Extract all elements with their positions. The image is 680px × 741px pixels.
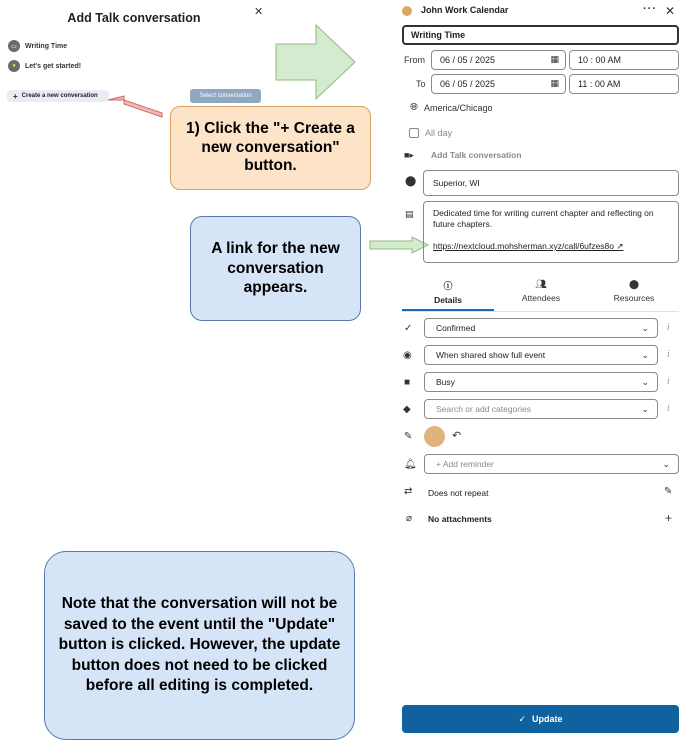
conversation-label: Let's get started! [25,62,82,70]
conversation-label: Writing Time [25,42,68,50]
tab-resources[interactable] [588,279,680,303]
from-label: From [404,55,425,65]
eye-icon: ◉ [403,350,412,361]
description-text: Dedicated time for writing current chapter and reflecting on future chapters. [433,208,654,230]
event-color-picker[interactable] [424,426,445,447]
chevron-down-icon: ⌄ [641,349,649,360]
pointer-arrow-to-link [370,237,428,253]
video-icon: ■▸ [404,150,414,160]
undo-icon[interactable]: ↶ [452,430,462,442]
tab-label: Resources [613,293,655,303]
close-icon[interactable]: ✕ [254,6,264,18]
to-label: To [416,79,426,89]
chevron-down-icon: ⌄ [641,376,649,387]
plus-icon: + [13,91,18,101]
bell-icon: 🔔︎ [404,459,417,470]
chat-icon: ▭ [8,40,20,52]
callout-link-appears: A link for the new conversation appears. [190,216,361,321]
talk-link[interactable]: https://nextcloud.mohsherman.xyz/call/6ufzes8o ↗ [433,240,624,251]
tag-icon: ◆ [403,404,411,415]
add-attachment-icon[interactable]: + [665,511,673,525]
status-value: Confirmed [436,323,476,333]
calendar-icon[interactable]: ▦ [550,54,559,64]
tab-label: Attendees [521,293,561,303]
repeat-icon: ⇄ [404,486,413,497]
to-date-input[interactable] [431,74,566,94]
map-pin-icon: ⬤ [628,279,640,289]
create-conversation-label: Create a new conversation [21,93,98,99]
timezone-select[interactable]: America/Chicago [424,103,493,113]
description-icon: ▤ [405,209,414,219]
availability-select[interactable] [424,372,658,392]
update-button[interactable] [402,705,679,733]
tab-attendees[interactable] [495,279,587,303]
calendar-name[interactable]: John Work Calendar [421,5,509,15]
close-icon[interactable]: ✕ [665,4,676,18]
eyedropper-icon: ✎ [404,431,413,442]
availability-value: Busy [436,377,455,387]
info-icon: ⓘ [443,281,453,291]
status-select[interactable] [424,318,658,338]
globe-icon: 🌐︎ [410,102,418,113]
big-right-arrow [276,25,355,99]
update-label: Update [532,714,563,724]
info-icon[interactable]: i [667,404,670,414]
lightbulb-icon: ● [8,60,20,72]
from-date-input[interactable] [431,50,566,70]
check-icon: ✓ [518,713,527,724]
categories-select[interactable] [424,399,658,419]
from-time-input[interactable]: 10 : 00 AM [569,50,679,70]
info-icon[interactable]: i [667,323,670,333]
description-textarea[interactable] [423,201,679,263]
chevron-down-icon: ⌄ [641,322,649,333]
attachments-label: No attachments [428,514,492,524]
categories-placeholder: Search or add categories [436,404,531,414]
chevron-down-icon: ⌄ [641,403,649,414]
paperclip-icon: ⌀ [406,513,413,524]
event-title-input[interactable]: Writing Time [402,25,679,45]
to-date-value: 06 / 05 / 2025 [440,79,496,89]
chevron-down-icon: ⌄ [662,458,670,469]
info-icon[interactable]: i [667,350,670,360]
from-date-value: 06 / 05 / 2025 [440,55,496,65]
repeat-label: Does not repeat [428,488,489,498]
callout-update-note: Note that the conversation will not be saved to the event until the "Update" button is clicked. However, the update button does not need to be clicked before all editing is completed. [44,551,355,740]
to-time-input[interactable]: 11 : 00 AM [569,74,679,94]
add-talk-conversation-button[interactable]: Add Talk conversation [431,150,522,160]
info-icon[interactable]: i [667,377,670,387]
calendar-icon[interactable]: ▦ [550,78,559,88]
visibility-select[interactable] [424,345,658,365]
all-day-label: All day [425,128,453,138]
callout-step-1: 1) Click the "+ Create a new conversation" button. [170,106,371,190]
dialog-title: Add Talk conversation [67,11,201,25]
reminder-placeholder: + Add reminder [436,459,494,469]
briefcase-icon: ■ [404,377,411,388]
visibility-value: When shared show full event [436,350,546,360]
tab-divider [402,311,679,312]
more-icon[interactable]: ··· [643,3,657,15]
add-reminder-select[interactable] [424,454,679,474]
tab-label: Details [434,295,462,305]
tab-details[interactable] [402,279,494,305]
all-day-checkbox[interactable] [409,128,419,138]
map-pin-icon: ⬤ [405,176,417,187]
select-conversation-button[interactable]: Select conversation [190,89,261,103]
pencil-icon[interactable]: ✎ [664,486,673,497]
calendar-color-dot [402,6,412,16]
location-input[interactable]: Superior, WI [423,170,679,196]
people-icon: 👥︎ [535,279,547,289]
active-tab-indicator [402,309,494,311]
check-icon: ✓ [404,323,413,334]
pointer-arrow-to-create [108,96,162,117]
